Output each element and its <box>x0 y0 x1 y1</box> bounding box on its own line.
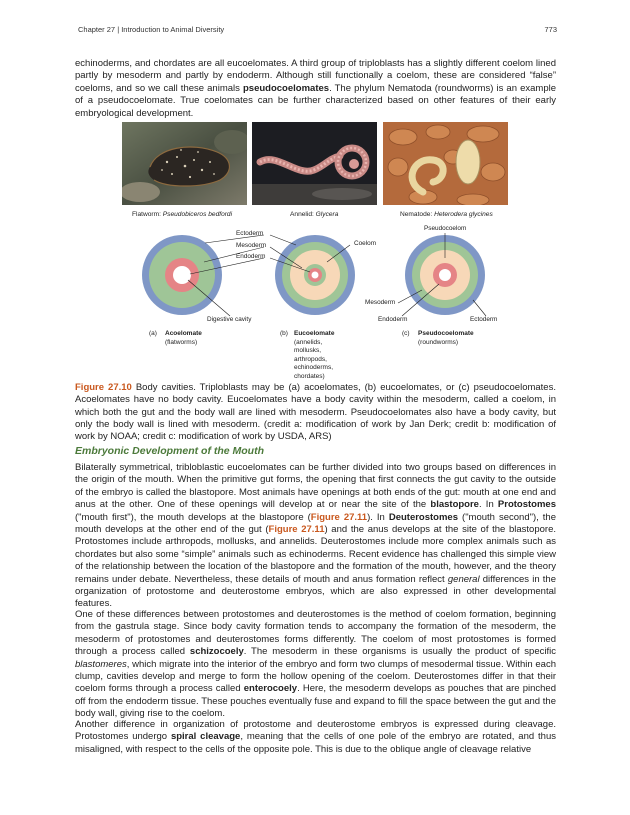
running-header: Chapter 27 | Introduction to Animal Diversity <box>78 25 225 34</box>
intro-paragraph: echinoderms, and chordates are all eucoelomates. A third group of triploblasts has a slightly different coelom lined partly by mesoderm and partly by endoderm. Although still functionally a coelom, these are considered “false” coeloms, and so we call these animals pseudocoelomates. The phylum Nematoda (roundworms) is an example of a pseudocoelomate. True coelomates can be further characterized based on other features of their early embryological development. <box>75 58 557 119</box>
label-pseudocoelom: Pseudocoelom <box>424 225 467 232</box>
label-b-title: Eucoelomate (annelids, mollusks, arthropods, echinoderms, chordates) <box>294 330 335 380</box>
figure-link[interactable]: Figure 27.11 <box>268 524 325 536</box>
flatworm-photo <box>122 122 247 205</box>
acoelomate-cross-section <box>142 235 222 315</box>
page-number: 773 <box>544 25 557 34</box>
annelid-photo <box>252 122 377 205</box>
label-c-title: Pseudocoelomate (roundworms) <box>418 330 474 346</box>
figure-link[interactable]: Figure 27.11 <box>310 511 368 523</box>
label-coelom: Coelom <box>354 240 377 247</box>
label-mesoderm-c: Mesoderm <box>365 299 396 306</box>
label-c-letter: (c) <box>402 330 410 337</box>
label-digestive-cavity: Digestive cavity <box>207 316 252 323</box>
nematode-caption: Nematode: Heterodera glycines <box>400 211 493 218</box>
paragraph-mouth-origin: Bilaterally symmetrical, tribloblastic eucoelomates can be further divided into two groups based on differences in the origin of the mouth. When the primitive gut forms, the opening that first connects the gut cavity to the outside of the embryo is called the blastopore. Most animals have openings at both ends of the gut: mouth at one end and anus at the other. One of these openings will develop at or near the site of the blastopore. In Protostomes ("mouth first"), the mouth develops at the blastopore (Figure 27.11). In Deuterostomes ("mouth second"), the mouth develops at the other end of the gut (Figure 27.11) and the anus develops at the site of the blastopore. Protostomes include arthropods, mollusks, and annelids. Deuterostomes include more complex animals such as chordates but also some “simple” animals such as echinoderms. Recent evidence has challenged this simple view of the relationship between the location of the blastopore and the formation of the mouth, however, and the theory remains under debate. Nevertheless, these details of mouth and anus formation reflect general differences in the organization of protostome and deuterostome embryos, which are also expressed in other developmental features. <box>75 462 557 610</box>
paragraph-coelom-formation: One of these differences between protostomes and deuterostomes is the method of coelom formation, beginning from the gastrula stage. Since body cavity formation tends to accompany the formation of the mesoderm, the mesoderm of protostomes and deuterostomes forms differently. The coelom of most protostomes is formed through a process called schizocoely. The mesoderm in these organisms is usually the product of specific blastomeres, which migrate into the interior of the embryo and form two clumps of mesodermal tissue. Within each clump, cavities develop and merge to form the hollow opening of the coelom. Deuterostomes differ in that their coelom forms through a process called enterocoely. Here, the mesoderm develops as pouches that are pinched off from the endoderm tissue. These pouches eventually fuse and expand to fill the space between the gut and the body wall, giving rise to the coelom. <box>75 609 556 720</box>
label-b-letter: (b) <box>280 330 288 337</box>
eucoelomate-cross-section <box>275 235 355 315</box>
label-mesoderm: Mesoderm <box>236 242 267 249</box>
body-cavity-diagram <box>0 220 630 330</box>
annelid-caption: Annelid: Glycera <box>290 211 339 218</box>
label-ectoderm-c: Ectoderm <box>470 316 498 323</box>
paragraph-cleavage: Another difference in organization of protostome and deuterostome embryos is expressed during cleavage. Protostomes undergo spiral cleavage, meaning that the cells of one pole of the embryo are rotated, and thus misaligned, with respect to the cells of the opposite pole. This is due to the oblique angle of cleavage relative <box>75 719 556 755</box>
label-a-title: Acoelomate (flatworms) <box>165 330 202 346</box>
figure-caption: Figure 27.10 Body cavities. Triploblasts may be (a) acoelomates, (b) eucoelomates, or (c) pseudocoelomates. Acoelomates have no body cavity. Eucoelomates have a body cavity within the mesoderm, called a coelom, in which both the gut and the body wall are lined with mesoderm. Pseudocoelomates also have a body cavity, but only the body wall is lined with mesoderm. (credit a: modification of work by Jan Derk; credit b: modification of work by NOAA; credit c: modification of work by USDA, ARS) <box>75 382 556 443</box>
label-endoderm-c: Endoderm <box>378 316 408 323</box>
section-heading: Embryonic Development of the Mouth <box>75 445 265 457</box>
flatworm-caption: Flatworm: Pseudobiceros bedfordi <box>132 211 233 218</box>
nematode-photo <box>383 122 508 205</box>
label-a-letter: (a) <box>149 330 157 337</box>
label-ectoderm: Ectoderm <box>236 230 264 237</box>
label-endoderm: Endoderm <box>236 253 266 260</box>
